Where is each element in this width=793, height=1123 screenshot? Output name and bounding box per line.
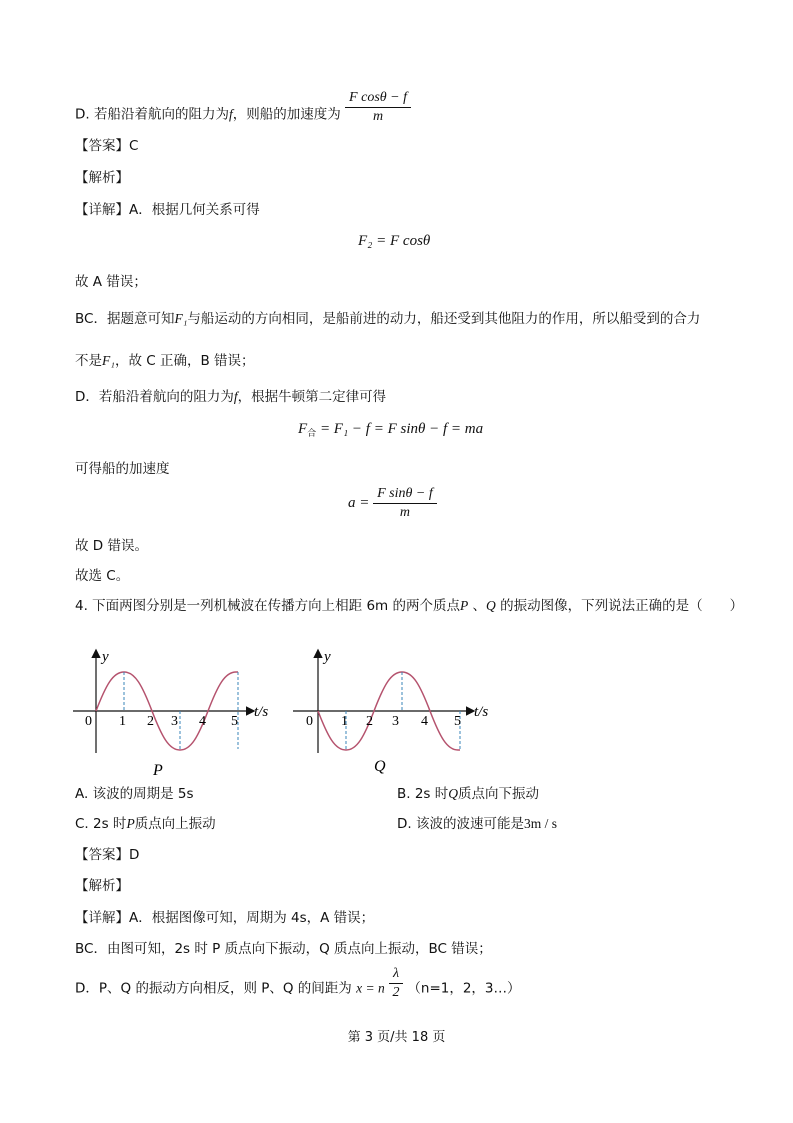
q4-d-line: D．P、Q 的振动方向相反，则 P、Q 的间距为 x = n $\frac{\lambda}{2}$ （n=1，2，3…）: [75, 966, 521, 1000]
q4-option-d: D. 该波的波速可能是3m / s: [397, 816, 557, 832]
q4-answer: 【答案】D: [75, 847, 140, 863]
q4-option-b: B. 2s 时Q质点向下振动: [397, 786, 540, 802]
y-axis-label: y: [324, 649, 331, 665]
graph-caption: Q: [374, 758, 386, 775]
graph-caption: P: [153, 762, 163, 779]
tick-label: 3: [392, 714, 399, 729]
tick-label: 2: [147, 714, 154, 729]
q3-option-d: D. 若船沿着航向的阻力为f，则船的加速度为 $\frac{\text{F cosθ − f}}{m}$: [75, 103, 411, 126]
x-axis-label: t/s: [474, 704, 489, 720]
q3-bc-line2: 不是F₁，故 C 正确，B 错误；: [75, 353, 255, 369]
tick-label: 5: [454, 714, 461, 729]
q3-choose: 故选 C。: [75, 568, 130, 584]
tick-label: 0: [85, 714, 92, 729]
q3-a-wrong: 故 A 错误；: [75, 274, 147, 290]
tick-label: 0: [306, 714, 313, 729]
q3-bc-line1: BC．据题意可知F₁与船运动的方向相同，是船前进的动力，船还受到其他阻力的作用，所以船受到的合力: [75, 311, 701, 327]
acceleration-fraction: $\frac{\text{F cosθ − f}}{m}$: [345, 89, 411, 126]
q4-option-c: C. 2s 时P质点向上振动: [75, 816, 216, 832]
vibration-graph-p: [68, 645, 283, 780]
q3-equation-2: $F_合 = F_1 - f = F$ sinθ − f = ma: [298, 421, 484, 439]
tick-label: 4: [421, 714, 428, 729]
q4-stem: 4. 下面两图分别是一列机械波在传播方向上相距 6m 的两个质点P 、Q 的振动图像，下列说法正确的是（ ）: [75, 598, 744, 614]
q4-analysis-heading: 【解析】: [75, 878, 129, 894]
tick-label: 1: [119, 714, 126, 729]
y-axis-label: y: [102, 649, 109, 665]
equation-3-fraction: $\frac{\text{F sinθ − f}}{m}$: [373, 485, 437, 522]
x-axis-label: t/s: [254, 704, 269, 720]
vibration-graph-q: [288, 645, 503, 780]
q3-d-wrong: 故 D 错误。: [75, 538, 148, 554]
tick-label: 2: [366, 714, 373, 729]
q3-analysis-heading: 【解析】: [75, 170, 129, 186]
q3-equation-3: a = $\frac{\text{F sinθ − f}}{m}$: [348, 485, 437, 522]
tick-label: 5: [231, 714, 238, 729]
q3-equation-1: F₂ = F cosθ: [358, 233, 431, 249]
q4-bc: BC．由图可知，2s 时 P 质点向下振动，Q 质点向上振动，BC 错误；: [75, 941, 492, 957]
q3-get-acceleration: 可得船的加速度: [75, 461, 170, 477]
q4-detail-a: 【详解】A．根据图像可知，周期为 4s，A 错误；: [75, 910, 375, 926]
q3-detail-a: 【详解】A．根据几何关系可得: [75, 202, 260, 218]
q3-d-line: D．若船沿着航向的阻力为f，根据牛顿第二定律可得: [75, 389, 387, 405]
page-footer: 第 3 页/共 18 页: [347, 1030, 446, 1045]
tick-label: 4: [199, 714, 206, 729]
tick-label: 3: [171, 714, 178, 729]
tick-label: 1: [341, 714, 348, 729]
q4-option-a: A. 该波的周期是 5s: [75, 786, 194, 802]
distance-fraction: $\frac{\lambda}{2}$: [389, 965, 403, 1002]
q3-answer: 【答案】C: [75, 138, 139, 154]
